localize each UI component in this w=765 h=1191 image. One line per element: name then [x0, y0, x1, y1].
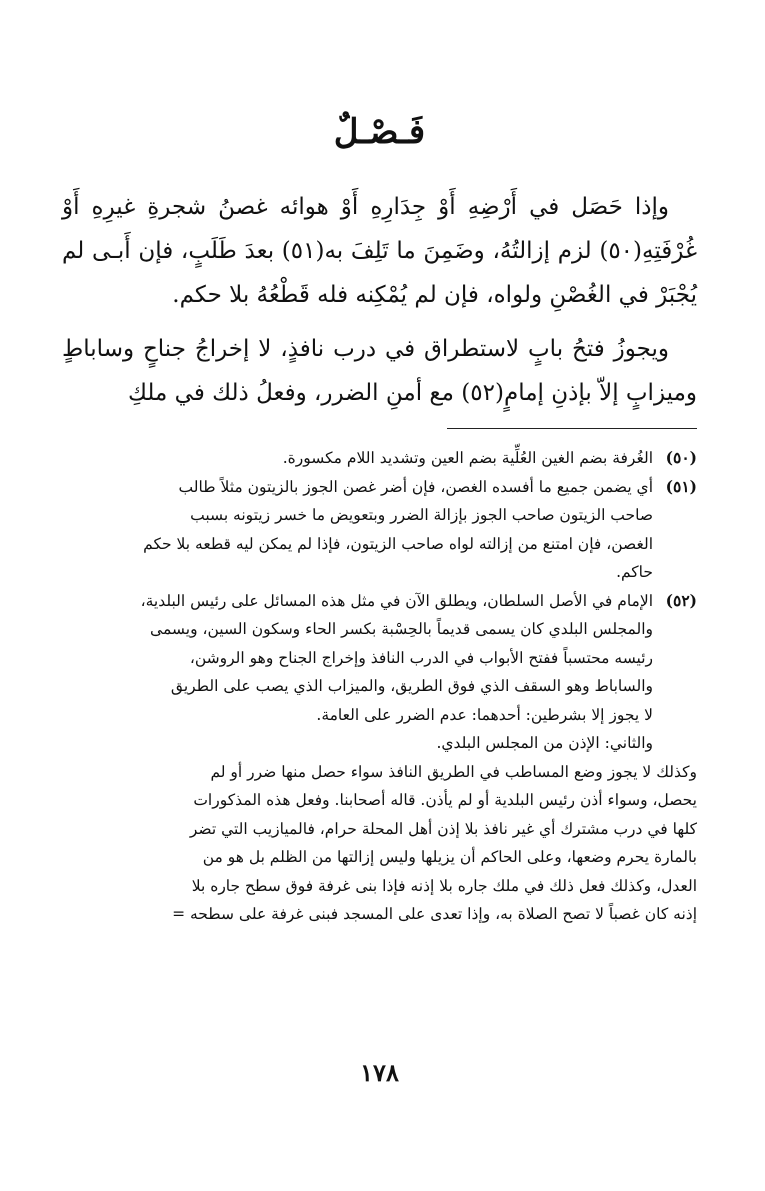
footnote-text [62, 444, 653, 473]
footnote-line: صاحب الزيتون صاحب الجوز بإزالة الضرر وبتعويض ما خسر زيتونه بسبب [190, 506, 653, 524]
footnote-continuation [62, 758, 697, 929]
footnote-text [62, 587, 653, 758]
footnote-line: الإمام في الأصل السلطان، ويطلق الآن في مثل هذه المسائل على رئيس البلدية، [140, 591, 653, 610]
footnote-line: والمجلس البلدي كان يسمى قديماً بالحِسْبة بكسر الحاء وسكون السين، ويسمى [150, 620, 653, 638]
footnote-line: أي يضمن جميع ما أفسده الغصن، فإن أضر غصن الجوز بالزيتون مثلاً طالب [178, 477, 653, 496]
continuation-line: يحصل، وسواء أذن رئيس البلدية أو لم يأذن. قاله أصحابنا. وفعل هذه المذكورات [193, 791, 697, 809]
footnote-51 [62, 473, 697, 587]
footnote-number: (٥١) [665, 476, 697, 496]
footnote-number: (٥٢) [665, 590, 697, 610]
footnote-line: لا يجوز إلا بشرطين: أحدهما: عدم الضرر على العامة. [316, 705, 653, 724]
footnote-number: (٥٠) [665, 448, 697, 467]
section-title: فَـصْـلٌ [333, 112, 426, 152]
book-page [62, 0, 697, 1191]
footnote-line: الغصن، فإن امتنع من إزالته لواه صاحب الزيتون، فإذا لم يمكن ليه قطعه بلا حكم [143, 534, 653, 553]
footnote-line: والثاني: الإذن من المجلس البلدي. [436, 734, 653, 752]
main-paragraph-1: وإذا حَصَل في أَرْضِهِ أَوْ جِدَارِهِ أَوْ هوائه غصنُ شجرةِ غيرِهِ أَوْ غُرْفَتِهِ(٥٠) لزم إزالتُهُ، وضَمِنَ ما تَلِفَ به(٥١) بعدَ طَلَبٍ، فإن أَبـى لم يُجْبَرْ في الغُصْنِ ولواه، فإن لم يُمْكِنه فله قَطْعُهُ بلا حكم. [62, 194, 697, 308]
footnote-text [62, 473, 653, 587]
footnotes [62, 444, 697, 929]
footnote-line: رئيسه محتسباً ففتح الأبواب في الدرب النافذ وإخراج الجناح وهو الروشن، [189, 648, 653, 667]
footnote-divider [447, 428, 697, 429]
footnote-line: الغُرفة بضم الغين العُلِّية بضم العين وتشديد اللام مكسورة. [282, 449, 653, 467]
footnote-50 [62, 444, 697, 473]
footnote-line: والساباط وهو السقف الذي فوق الطريق، والميزاب الذي يصب على الطريق [170, 677, 653, 695]
continuation-line: العدل، وكذلك فعل ذلك في ملك جاره بلا إذنه فإذا بنى غرفة فوق سطح جاره بلا [191, 876, 697, 895]
continuation-line: وكذلك لا يجوز وضع المساطب في الطريق النافذ سواء حصل منها ضرر أو لم [210, 762, 697, 781]
page-number: ١٧٨ [360, 1058, 399, 1087]
continuation-line: إذنه كان غصباً لا تصح الصلاة به، وإذا تعدى على المسجد فبنى غرفة على سطحه = [172, 905, 697, 923]
footnote-52 [62, 587, 697, 758]
continuation-line: كلها في درب مشترك أي غير نافذ بلا إذن أهل المحلة حرام، فالميازيب التي تضر [189, 819, 697, 838]
main-paragraph-2: ويجوزُ فتحُ بابٍ لاستطراق في درب نافذٍ، لا إخراجُ جناحٍ وساباطٍ وميزابٍ إلاّ بإذنِ إمامٍ(٥٢) مع أمنِ الضرر، وفعلُ ذلك في ملكِ [62, 336, 697, 406]
footnote-line: حاكم. [616, 563, 653, 581]
continuation-line: بالمارة يحرم وضعها، وعلى الحاكم أن يزيلها وليس إزالتها من الظلم بل هو من [202, 848, 697, 866]
